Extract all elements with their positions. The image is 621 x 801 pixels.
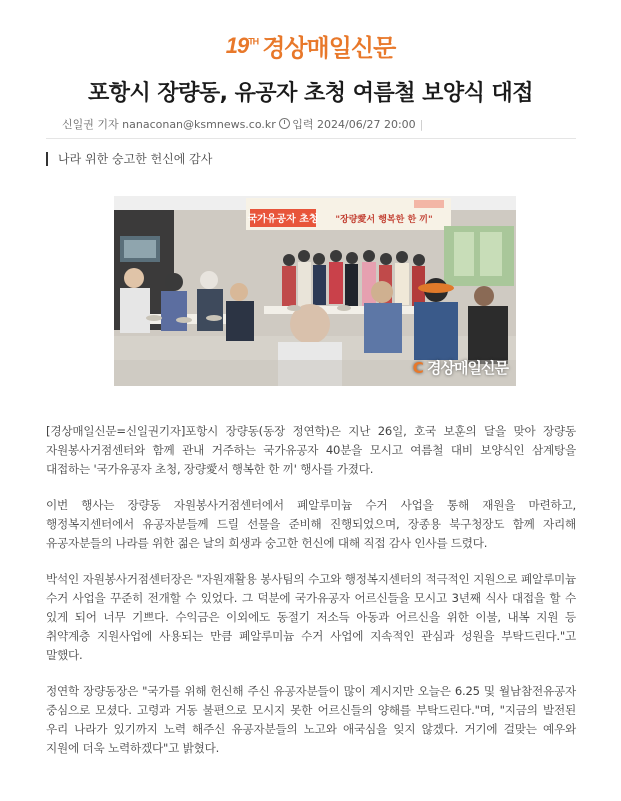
byline [62, 116, 582, 132]
article-subtitle: 나라 위한 숭고한 헌신에 감사 [46, 152, 212, 166]
banner-main-text: 국가유공자 초청 [247, 214, 319, 225]
masthead-logo[interactable] [0, 28, 621, 62]
watermark-c-icon: C [412, 359, 423, 377]
publish-date: 2024/06/27 20:00 [317, 118, 416, 131]
paragraph: 이번 행사는 장량동 자원봉사거점센터에서 폐알루미늄 수거 사업을 통해 재원을 마련하고, 행정복지센터에서 유공자분들께 드릴 선물을 준비해 진행되었으며, 장종용 북구청장도 함께 자리해 유공자분들의 나라를 위한 젊은 날의 희생과 숭고한 헌신에 대해 직접 감사 인사를 드렸다. [46, 498, 576, 550]
header-divider [46, 138, 576, 139]
banner-sub-text: "장량愛서 행복한 한 끼" [335, 215, 433, 225]
date-label: 입력 [292, 118, 314, 131]
paragraph: 정연학 장량동장은 "국가를 위해 헌신해 주신 유공자분들이 많이 계시지만 오늘은 6.25 및 월남참전유공자 중심으로 모셨다. 고령과 거동 불편으로 모시지 못한 어르신들의 양해를 부탁드린다."며, "지금의 발전된 우리 나라가 있기까지 노력 해주신 유공자분들의 노고와 애국심을 잊지 않겠다. 거기에 걸맞는 예우와 지원에 더욱 노력하겠다"고 밝혔다. [46, 684, 576, 755]
clock-icon [279, 118, 290, 129]
paragraph: [경상매일신문=신일권기자]포항시 장량동(동장 정연학)은 지난 26일, 호국 보훈의 달을 맞아 장량동 자원봉사거점센터와 함께 관내 거주하는 국가유공자 40분을 모시고 여름철 대비 보양식인 삼계탕을 대접하는 '국가유공자 초청, 장량愛서 행복한 한 끼' 행사를 가졌다. [46, 424, 576, 476]
anniversary-mark: 19TH [225, 32, 259, 58]
newspaper-name: 경상매일신문 [262, 34, 396, 62]
reporter-name: 신일권 기자 [62, 118, 119, 131]
article-title: 포항시 장량동, 유공자 초청 여름철 보양식 대접 [87, 81, 534, 106]
reporter-email[interactable]: nanaconan@ksmnews.co.kr [122, 118, 276, 131]
divider: | [419, 118, 424, 131]
paragraph: 박석인 자원봉사거점센터장은 "자원재활용 봉사팀의 수고와 행정복지센터의 적극적인 지원으로 폐알루미늄 수거 사업을 꾸준히 전개할 수 있었다. 그 덕분에 국가유공자 어르신들을 모시고 3년째 식사 대접을 할 수 있게 되어 너무 기쁘다. 수익금은 이외에도 동절기 저소득 아동과 어르신을 위한 이불, 내복 지원 등 취약계층 지원사업에 사용되는 만큼 폐알루미늄 수거 사업에 지속적인 관심과 성원을 부탁드린다."고 말했다. [46, 572, 576, 662]
article-body [46, 422, 576, 775]
article-photo[interactable] [114, 196, 516, 386]
photo-watermark: C 경상매일신문 [412, 359, 508, 377]
